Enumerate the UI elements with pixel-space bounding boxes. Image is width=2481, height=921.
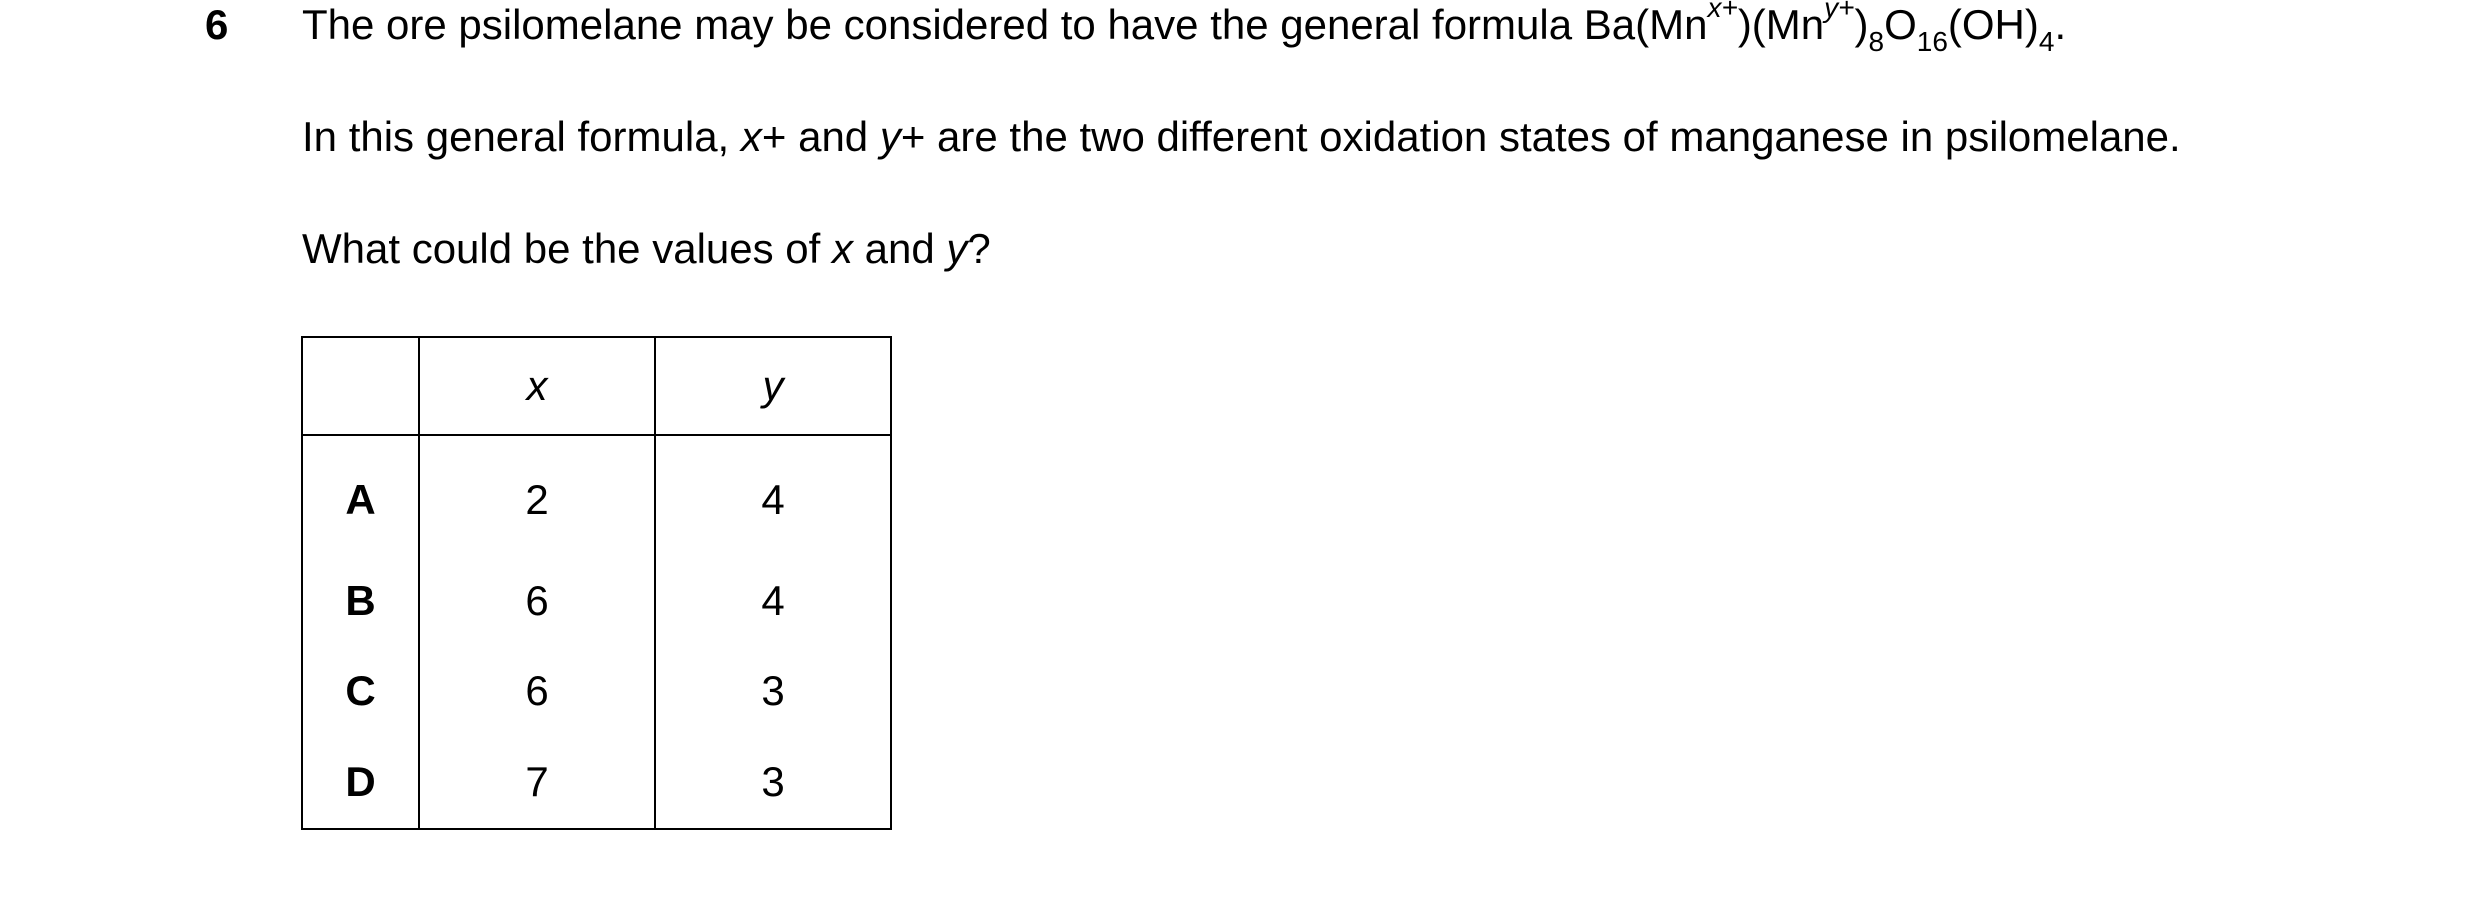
option-label: B [302, 556, 419, 646]
table-row [302, 736, 891, 829]
variable-y: y [879, 113, 901, 160]
cell-y: 3 [655, 736, 891, 829]
stem-close: ) [1854, 1, 1869, 48]
cell-y: 4 [655, 556, 891, 646]
option-label: A [302, 435, 419, 556]
header-y: y [655, 337, 891, 435]
question-prompt [302, 224, 991, 274]
question-stem [302, 0, 2066, 55]
subscript-4: 4 [2038, 26, 2055, 57]
explanation-line [302, 112, 2181, 162]
cell-x: 6 [419, 646, 655, 736]
table-row [302, 646, 891, 736]
cell-x: 2 [419, 435, 655, 556]
superscript-x: x+ [1707, 0, 1738, 23]
subscript-16: 16 [1916, 26, 1948, 57]
option-label: C [302, 646, 419, 736]
prompt-start: What could be the values of [302, 225, 832, 272]
table-row [302, 556, 891, 646]
stem-oxygen: O [1884, 1, 1917, 48]
prompt-x: x [831, 225, 853, 272]
question-number: 6 [205, 1, 229, 48]
header-x: x [419, 337, 655, 435]
table-row [302, 435, 891, 556]
answer-table [301, 336, 892, 830]
stem-mid: )(Mn [1737, 1, 1825, 48]
prompt-and: and [852, 225, 947, 272]
cell-y: 4 [655, 435, 891, 556]
variable-x: x [740, 113, 762, 160]
stem-hydroxide: (OH) [1947, 1, 2039, 48]
header-option [302, 337, 419, 435]
explanation-rest: + are the two different oxidation states of manganese in psilomelane. [900, 113, 2181, 160]
table-header-row [302, 337, 891, 435]
cell-y: 3 [655, 646, 891, 736]
explanation-and: + and [761, 113, 880, 160]
cell-x: 7 [419, 736, 655, 829]
option-label: D [302, 736, 419, 829]
cell-x: 6 [419, 556, 655, 646]
stem-text: The ore psilomelane may be considered to have the general formula Ba(Mn [302, 1, 1708, 48]
superscript-y: y+ [1824, 0, 1855, 23]
prompt-y: y [946, 225, 968, 272]
explanation-start: In this general formula, [302, 113, 741, 160]
subscript-8: 8 [1868, 26, 1885, 57]
prompt-end: ? [967, 225, 991, 272]
stem-end: . [2054, 1, 2067, 48]
